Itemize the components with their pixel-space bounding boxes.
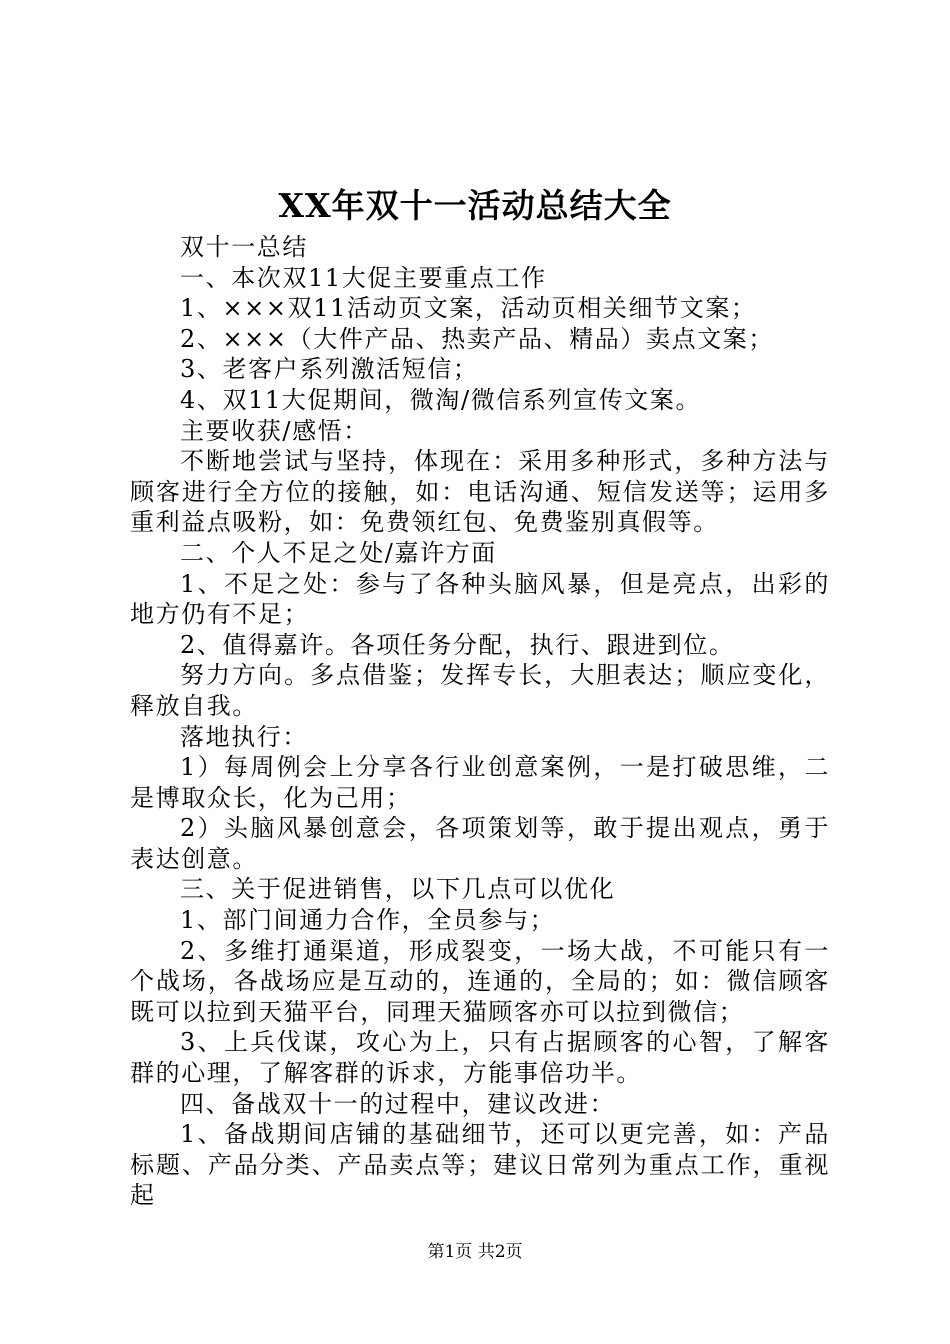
list-item: 1、部门间通力合作，全员参与；: [180, 906, 556, 935]
section-heading: 二、个人不足之处/嘉许方面: [180, 538, 497, 567]
list-item: 3、老客户系列激活短信；: [180, 355, 479, 384]
paragraph: 主要收获/感悟：: [180, 416, 369, 445]
section-heading: 一、本次双11大促主要重点工作: [180, 263, 547, 292]
section-heading: 三、关于促进销售，以下几点可以优化: [180, 875, 616, 904]
list-item: 1、×××双11活动页文案，活动页相关细节文案；: [180, 294, 757, 323]
list-item: 2、多维打通渠道，形成裂变，一场大战，不可能只有一个战场，各战场应是互动的，连通的，全局的；如：微信顾客既可以拉到天猫平台，同理天猫顾客亦可以拉到微信；: [130, 936, 830, 1026]
list-item: 1、不足之处：参与了各种头脑风暴，但是亮点，出彩的地方仍有不足；: [130, 569, 830, 629]
list-item: 2）头脑风暴创意会，各项策划等，敢于提出观点，勇于表达创意。: [130, 814, 830, 873]
list-item: 4、双11大促期间，微淘/微信系列宣传文案。: [180, 385, 702, 414]
document-title: XX年双十一活动总结大全: [278, 186, 672, 225]
paragraph: 努力方向。多点借鉴；发挥专长，大胆表达；顺应变化，释放自我。: [130, 661, 830, 720]
list-item: 3、上兵伐谋，攻心为上，只有占据顾客的心智，了解客群的心理，了解客群的诉求，方能事倍功半。: [130, 1028, 830, 1088]
document-body: [130, 232, 830, 1211]
section-heading: 四、备战双十一的过程中，建议改进：: [180, 1089, 616, 1118]
paragraph: 落地执行：: [180, 722, 308, 751]
list-item: 1）每周例会上分享各行业创意案例，一是打破思维，二是博取众长，化为己用；: [130, 753, 830, 812]
list-item: 2、×××（大件产品、热卖产品、精品）卖点文案；: [180, 324, 774, 353]
page-footer: 第1页 共2页: [427, 1242, 523, 1262]
paragraph: 双十一总结: [180, 233, 308, 261]
paragraph: 不断地尝试与坚持，体现在：采用多种形式，多种方法与顾客进行全方位的接触，如：电话沟通、短信发送等；运用多重利益点吸粉，如：免费领红包、免费鉴别真假等。: [130, 447, 830, 537]
list-item: 2、值得嘉许。各项任务分配，执行、跟进到位。: [180, 630, 735, 659]
list-item: 1、备战期间店铺的基础细节，还可以更完善，如：产品标题、产品分类、产品卖点等；建议日常列为重点工作，重视起: [130, 1120, 830, 1210]
